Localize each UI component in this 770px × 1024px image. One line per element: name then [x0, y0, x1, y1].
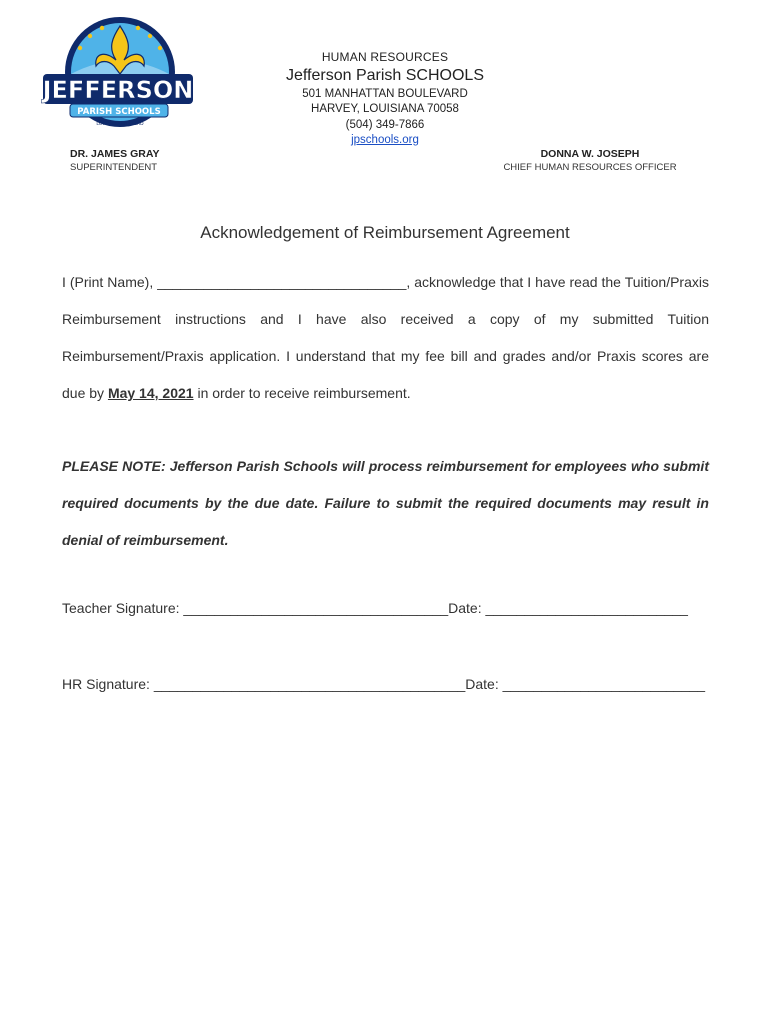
please-note-paragraph: PLEASE NOTE: Jefferson Parish Schools will process reimbursement for employees who submit required documents by the due date. Failure to submit the required documents may result in denial of reimbursement. [62, 458, 709, 548]
logo-wordmark: JEFFERSON [42, 76, 194, 104]
address-line-2: HARVEY, LOUISIANA 70058 [311, 103, 459, 115]
organization-name: Jefferson Parish SCHOOLS [285, 66, 484, 84]
hr-signature-line[interactable]: HR Signature: ________________________________________Date: __________________________ [62, 676, 706, 692]
logo-subtitle: PARISH SCHOOLS [77, 107, 161, 117]
department-name: HUMAN RESOURCES [321, 50, 449, 64]
paragraph-text-1: I (Print Name), ________________________________, acknowledge that I have read the Tuition/Praxis Reimbursement instructions and I have also received a copy of my submitted Tuition Reimbursement/Praxis application. I understand that my fee bill and grades and/or Praxis scores are due by [62, 274, 709, 401]
document-title: Acknowledgement of Reimbursement Agreement [200, 223, 570, 242]
jefferson-parish-schools-logo [40, 14, 196, 132]
superintendent-block [70, 148, 159, 174]
teacher-signature-line[interactable]: Teacher Signature: __________________________________Date: __________________________ [62, 600, 688, 616]
phone-number: (504) 349-7866 [345, 118, 425, 131]
letterhead [230, 50, 540, 149]
logo-tagline: LOVE · LEARN · LEAD [96, 122, 144, 127]
due-date: May 14, 2021 [107, 385, 194, 401]
superintendent-name: DR. JAMES GRAY [70, 148, 160, 160]
hr-officer-title: CHIEF HUMAN RESOURCES OFFICER [503, 162, 677, 173]
address-line-1: 501 MANHATTAN BOULEVARD [302, 87, 468, 100]
hr-officer-block [480, 148, 700, 174]
superintendent-title: SUPERINTENDENT [70, 162, 158, 173]
website-link[interactable]: jpschools.org [351, 134, 419, 146]
paragraph-text-2: in order to receive reimbursement. [193, 385, 411, 401]
hr-officer-name: DONNA W. JOSEPH [540, 148, 640, 160]
acknowledgement-paragraph [62, 264, 709, 412]
